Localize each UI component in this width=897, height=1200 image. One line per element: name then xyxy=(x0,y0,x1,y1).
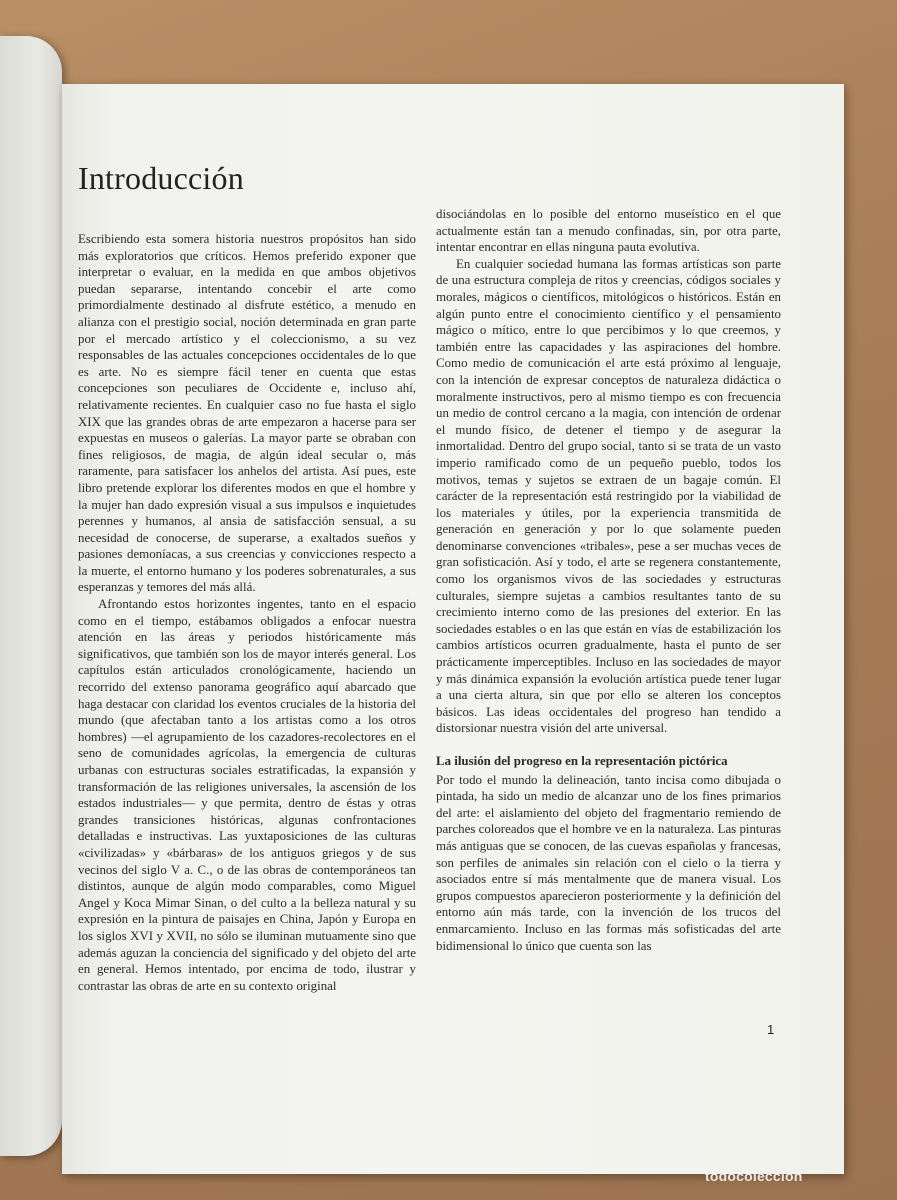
right-column xyxy=(436,206,781,954)
right-paragraph-1: disociándolas en lo posible del entorno museístico en el que actualmente están tan a menudo confinadas, sin, por otra parte, intentar encontrar en ellas ninguna pauta evolutiva. xyxy=(436,207,781,255)
left-paragraph-1: Escribiendo esta somera historia nuestros propósitos han sido más exploratorios que críticos. Hemos preferido exponer que interpretar o evaluar, en la medida en que ambos objetivos puedan separarse, intentando concebir el arte como primordialmente destinado al disfrute estético, a menudo en alianza con el prestigio social, noción determinada en gran parte por el mercado artístico y el coleccionismo, a su vez responsables de las actuales concepciones occidentales de lo que es arte. No es siempre fácil tener en cuenta que estas concepciones son peculiares de Occidente e, incluso ahí, relativamente recientes. En cualquier caso no fue hasta el siglo XIX que las grandes obras de arte empezaron a hacerse para ser expuestas en museos o galerías. La mayor parte se obraban con fines religiosos, de magia, de algún ideal secular o, más raramente, para satisfacer los anhelos del artista. Así pues, este libro pretende explorar los diferentes modos en que el hombre y la mujer han dado expresión visual a sus impulsos e inquietudes perennes y humanos, al ansia de satisfacción sensual, a su necesidad de conocerse, de superarse, a exaltados sueños y pasiones demoníacas, a sus creencias y convicciones respecto a la muerte, el entorno humano y los poderes sobrenaturales, a sus esperanzas y temores del más allá. xyxy=(78,232,416,595)
previous-page-edge xyxy=(0,36,62,1156)
book-page xyxy=(62,84,844,1174)
left-column xyxy=(78,231,416,994)
chapter-title: Introducción xyxy=(78,160,244,196)
section-subheading: La ilusión del progreso en la representación pictórica xyxy=(436,754,728,768)
section-paragraph: Por todo el mundo la delineación, tanto incisa como dibujada o pintada, ha sido un medio de alcanzar uno de los fines primarios del arte: el aislamiento del objeto del fragmentario remiendo de parches coloreados que el hombre ve en la naturaleza. Las pinturas más antiguas que se conocen, de las cuevas españolas y francesas, son perfiles de animales sin relación con el cielo o la tierra y asociados entre sí más mentalmente que de manera visual. Los grupos compuestos aparecieron posteriormente y la definición del entorno aún más tarde, con la invención de los trucos del enmarcamiento. Incluso en las formas más sofisticadas del arte bidimensional lo único que cuenta son las xyxy=(436,772,781,953)
watermark-text: todocoleccion xyxy=(705,1168,803,1184)
right-paragraph-2: En cualquier sociedad humana las formas artísticas son parte de una estructura compleja de ritos y creencias, códigos sociales y morales, mágicos o científicos, mitológicos o históricos. Están en algún punto entre el conocimiento científico y el pensamiento mágico o mítico, entre lo que percibimos y lo que creemos, y también entre las capacidades y las aspiraciones del hombre. Como medio de comunicación el arte está próximo al lenguaje, con la intención de expresar conceptos de naturaleza didáctica o moralmente instructivos, pero al mismo tiempo es con frecuencia un medio de control cercano a la magia, con intención de ordenar el mundo físico, de detener el tiempo y de asegurar la inmortalidad. Dentro del grupo social, tanto si se trata de un vasto imperio ramificado como de un pequeño pueblo, todos los motivos, temas y sujetos se extraen de un bagaje común. El carácter de la representación está restringido por la viabilidad de los materiales y útiles, por la experiencia transmitida de generación en generación y por lo que solamente pueden denominarse convenciones «tribales», pese a ser muchas veces de gran sofisticación. Así y todo, el arte se regenera constantemente, como los organismos vivos de las sociedades y estructuras culturales, siempre sujetas a cambios resultantes tanto de su crecimiento interno como de las presiones del exterior. En las sociedades estables o en las que están en vías de estabilización los cambios artísticos ocurren gradualmente, hasta el punto de ser prácticamente imperceptibles. Incluso en las sociedades de mayor y más dinámica expansión la evolución artística puede tener lugar a una cierta altura, sin que por ello se alteren los conceptos básicos. Las ideas occidentales del progreso han tendido a distorsionar nuestra visión del arte universal. xyxy=(436,256,781,736)
page-number: 1 xyxy=(767,1022,775,1037)
left-paragraph-2: Afrontando estos horizontes ingentes, tanto en el espacio como en el tiempo, estábamos obligados a enfocar nuestra atención en las áreas y periodos históricamente más significativos, que también son los de mayor interés general. Los capítulos están articulados cronológicamente, haciendo un recorrido del extenso panorama geográfico aquí abarcado que haga destacar con claridad los eventos cruciales de la historia del mundo (que afectaban tanto a los artistas como a los otros hombres) —el agrupamiento de los cazadores-recolectores en el seno de comunidades agrícolas, la emergencia de culturas urbanas con estructuras sociales estratificadas, la expansión y transformación de las religiones universales, la ascensión de los estados industriales— y que permita, dentro de éstas y otras grandes transiciones históricas, algunas confrontaciones detalladas e instructivas. Las yuxtaposiciones de las culturas «civilizadas» y «bárbaras» de los antiguos griegos y de sus vecinos del siglo V a. C., o de las obras de contemporáneos tan distintos, aunque de algún modo comparables, como Miguel Angel y Koca Mimar Sinan, o del culto a la belleza natural y su expresión en la pintura de paisajes en China, Japón y Europa en los siglos XVI y XVII, no sólo se iluminan mutuamente sino que además aguzan la conciencia del significado y del objeto del arte en general. Hemos intentado, por encima de todo, ilustrar y contrastar las obras de arte en su contexto original xyxy=(78,597,416,993)
